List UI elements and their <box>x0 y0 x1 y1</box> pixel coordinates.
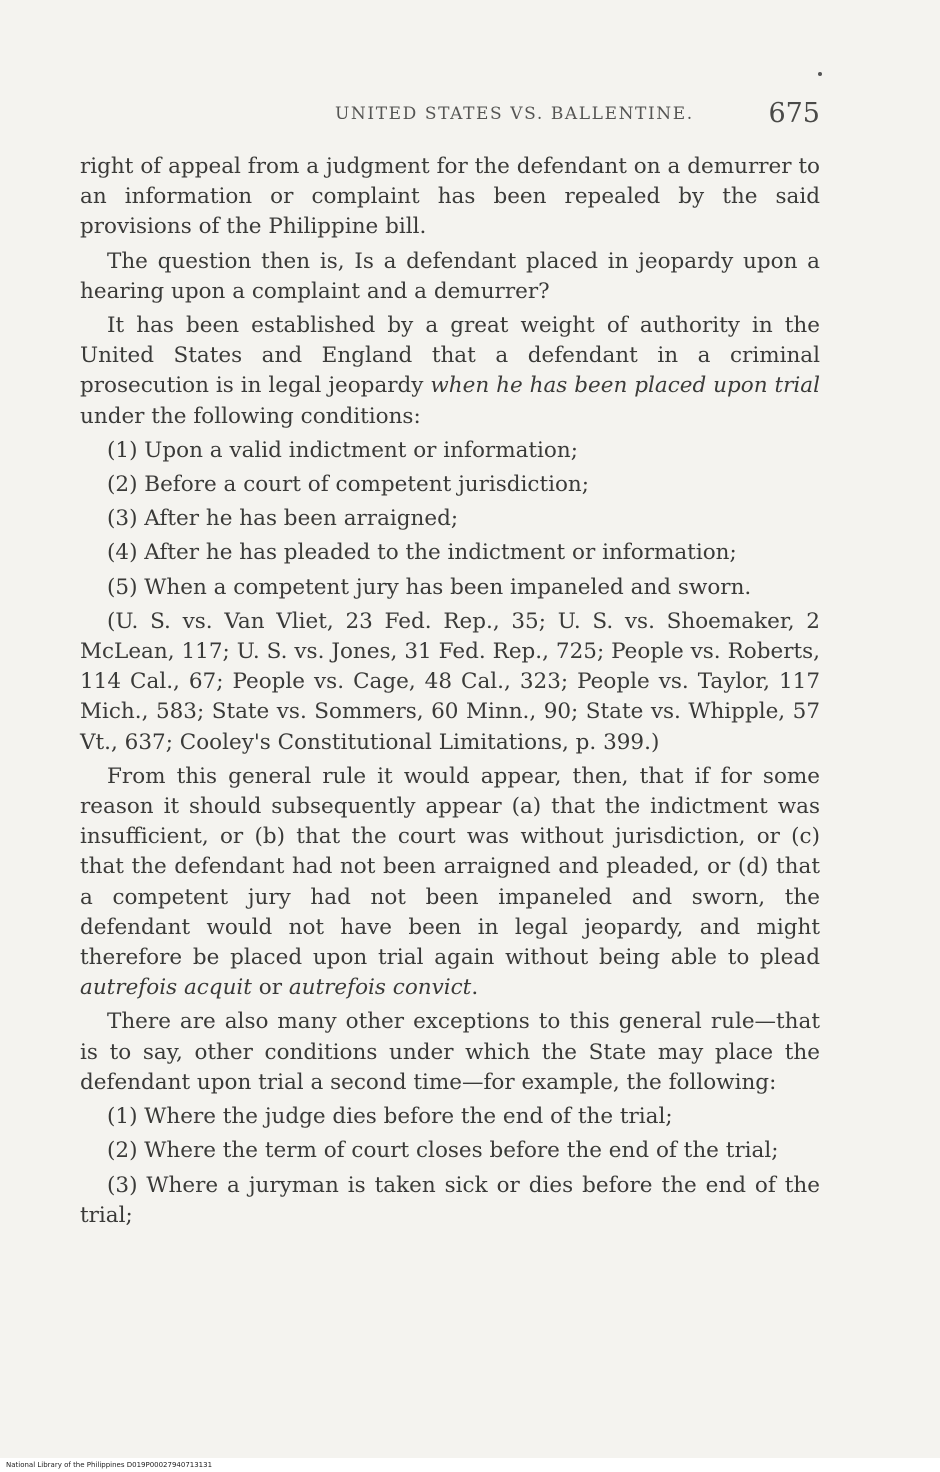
page-number: 675 <box>768 98 820 129</box>
condition-5: (5) When a competent jury has been impaneled and sworn. <box>107 574 752 600</box>
condition-2: (2) Before a court of competent jurisdiction; <box>107 472 589 498</box>
exception-1: (1) Where the judge dies before the end of the trial; <box>107 1104 673 1130</box>
exception-3: (3) Where a juryman is taken sick or dies before the end of the trial; <box>80 1172 820 1228</box>
page-speck <box>818 72 822 76</box>
or-text: or <box>251 975 289 1001</box>
paragraph-continued: right of appeal from a judgment for the defendant on a demurrer to an information or complaint has been repealed by the said provisions of the Philippine bill. <box>80 154 820 240</box>
paragraph-question: The question then is, Is a defendant placed in jeopardy upon a hearing upon a complaint and a demurrer? <box>80 248 820 304</box>
autrefois-acquit: autrefois acquit <box>80 975 252 1001</box>
jeopardy-text-b: under the following conditions: <box>80 403 421 429</box>
condition-4: (4) After he has pleaded to the indictment or information; <box>107 540 737 566</box>
scan-footer <box>0 1458 940 1472</box>
body-text <box>80 152 820 1235</box>
scan-credit: National Library of the Philippines D019P00027940713131 <box>6 1461 213 1469</box>
page-header <box>80 98 820 138</box>
jeopardy-italic: when he has been placed upon trial <box>430 373 820 399</box>
running-head: UNITED STATES VS. BALLENTINE. <box>335 104 694 124</box>
condition-3: (3) After he has been arraigned; <box>107 506 459 532</box>
paragraph-general-rule <box>80 762 820 1004</box>
paragraph-jeopardy-rule <box>80 311 820 432</box>
autrefois-convict: autrefois convict <box>288 975 472 1001</box>
period: . <box>471 975 479 1001</box>
exception-2: (2) Where the term of court closes before the end of the trial; <box>107 1138 779 1164</box>
condition-1: (1) Upon a valid indictment or information; <box>107 437 578 463</box>
citations: (U. S. vs. Van Vliet, 23 Fed. Rep., 35; U. S. vs. Shoemaker, 2 McLean, 117; U. S. vs. Jones, 31 Fed. Rep., 725; People vs. Roberts, 114 Cal., 67; People vs. Cage, 48 Cal., 323; People vs. Taylor, 117 Mich., 583; State vs. Sommers, 60 Minn., 90; State vs. Whipple, 57 Vt., 637; Cooley's Constitutional Limitations, p. 399.) <box>80 608 820 755</box>
general-rule-text: From this general rule it would appear, then, that if for some reason it should subsequently appear (a) that the indictment was insufficient, or (b) that the court was without jurisdiction, or (c) that the defendant had not been arraigned and pleaded, or (d) that a competent jury had not been impaneled and sworn, the defendant would not have been in legal jeopardy, and might therefore be placed upon trial again without being able to plead <box>80 763 820 971</box>
jeopardy-text-a: It has been established by a great weight of authority in the United States and England that a defendant in a criminal prosecution is in legal jeopardy <box>80 313 820 399</box>
paragraph-exceptions: There are also many other exceptions to this general rule—that is to say, other conditions under which the State may place the defendant upon trial a second time—for example, the following: <box>80 1009 820 1095</box>
